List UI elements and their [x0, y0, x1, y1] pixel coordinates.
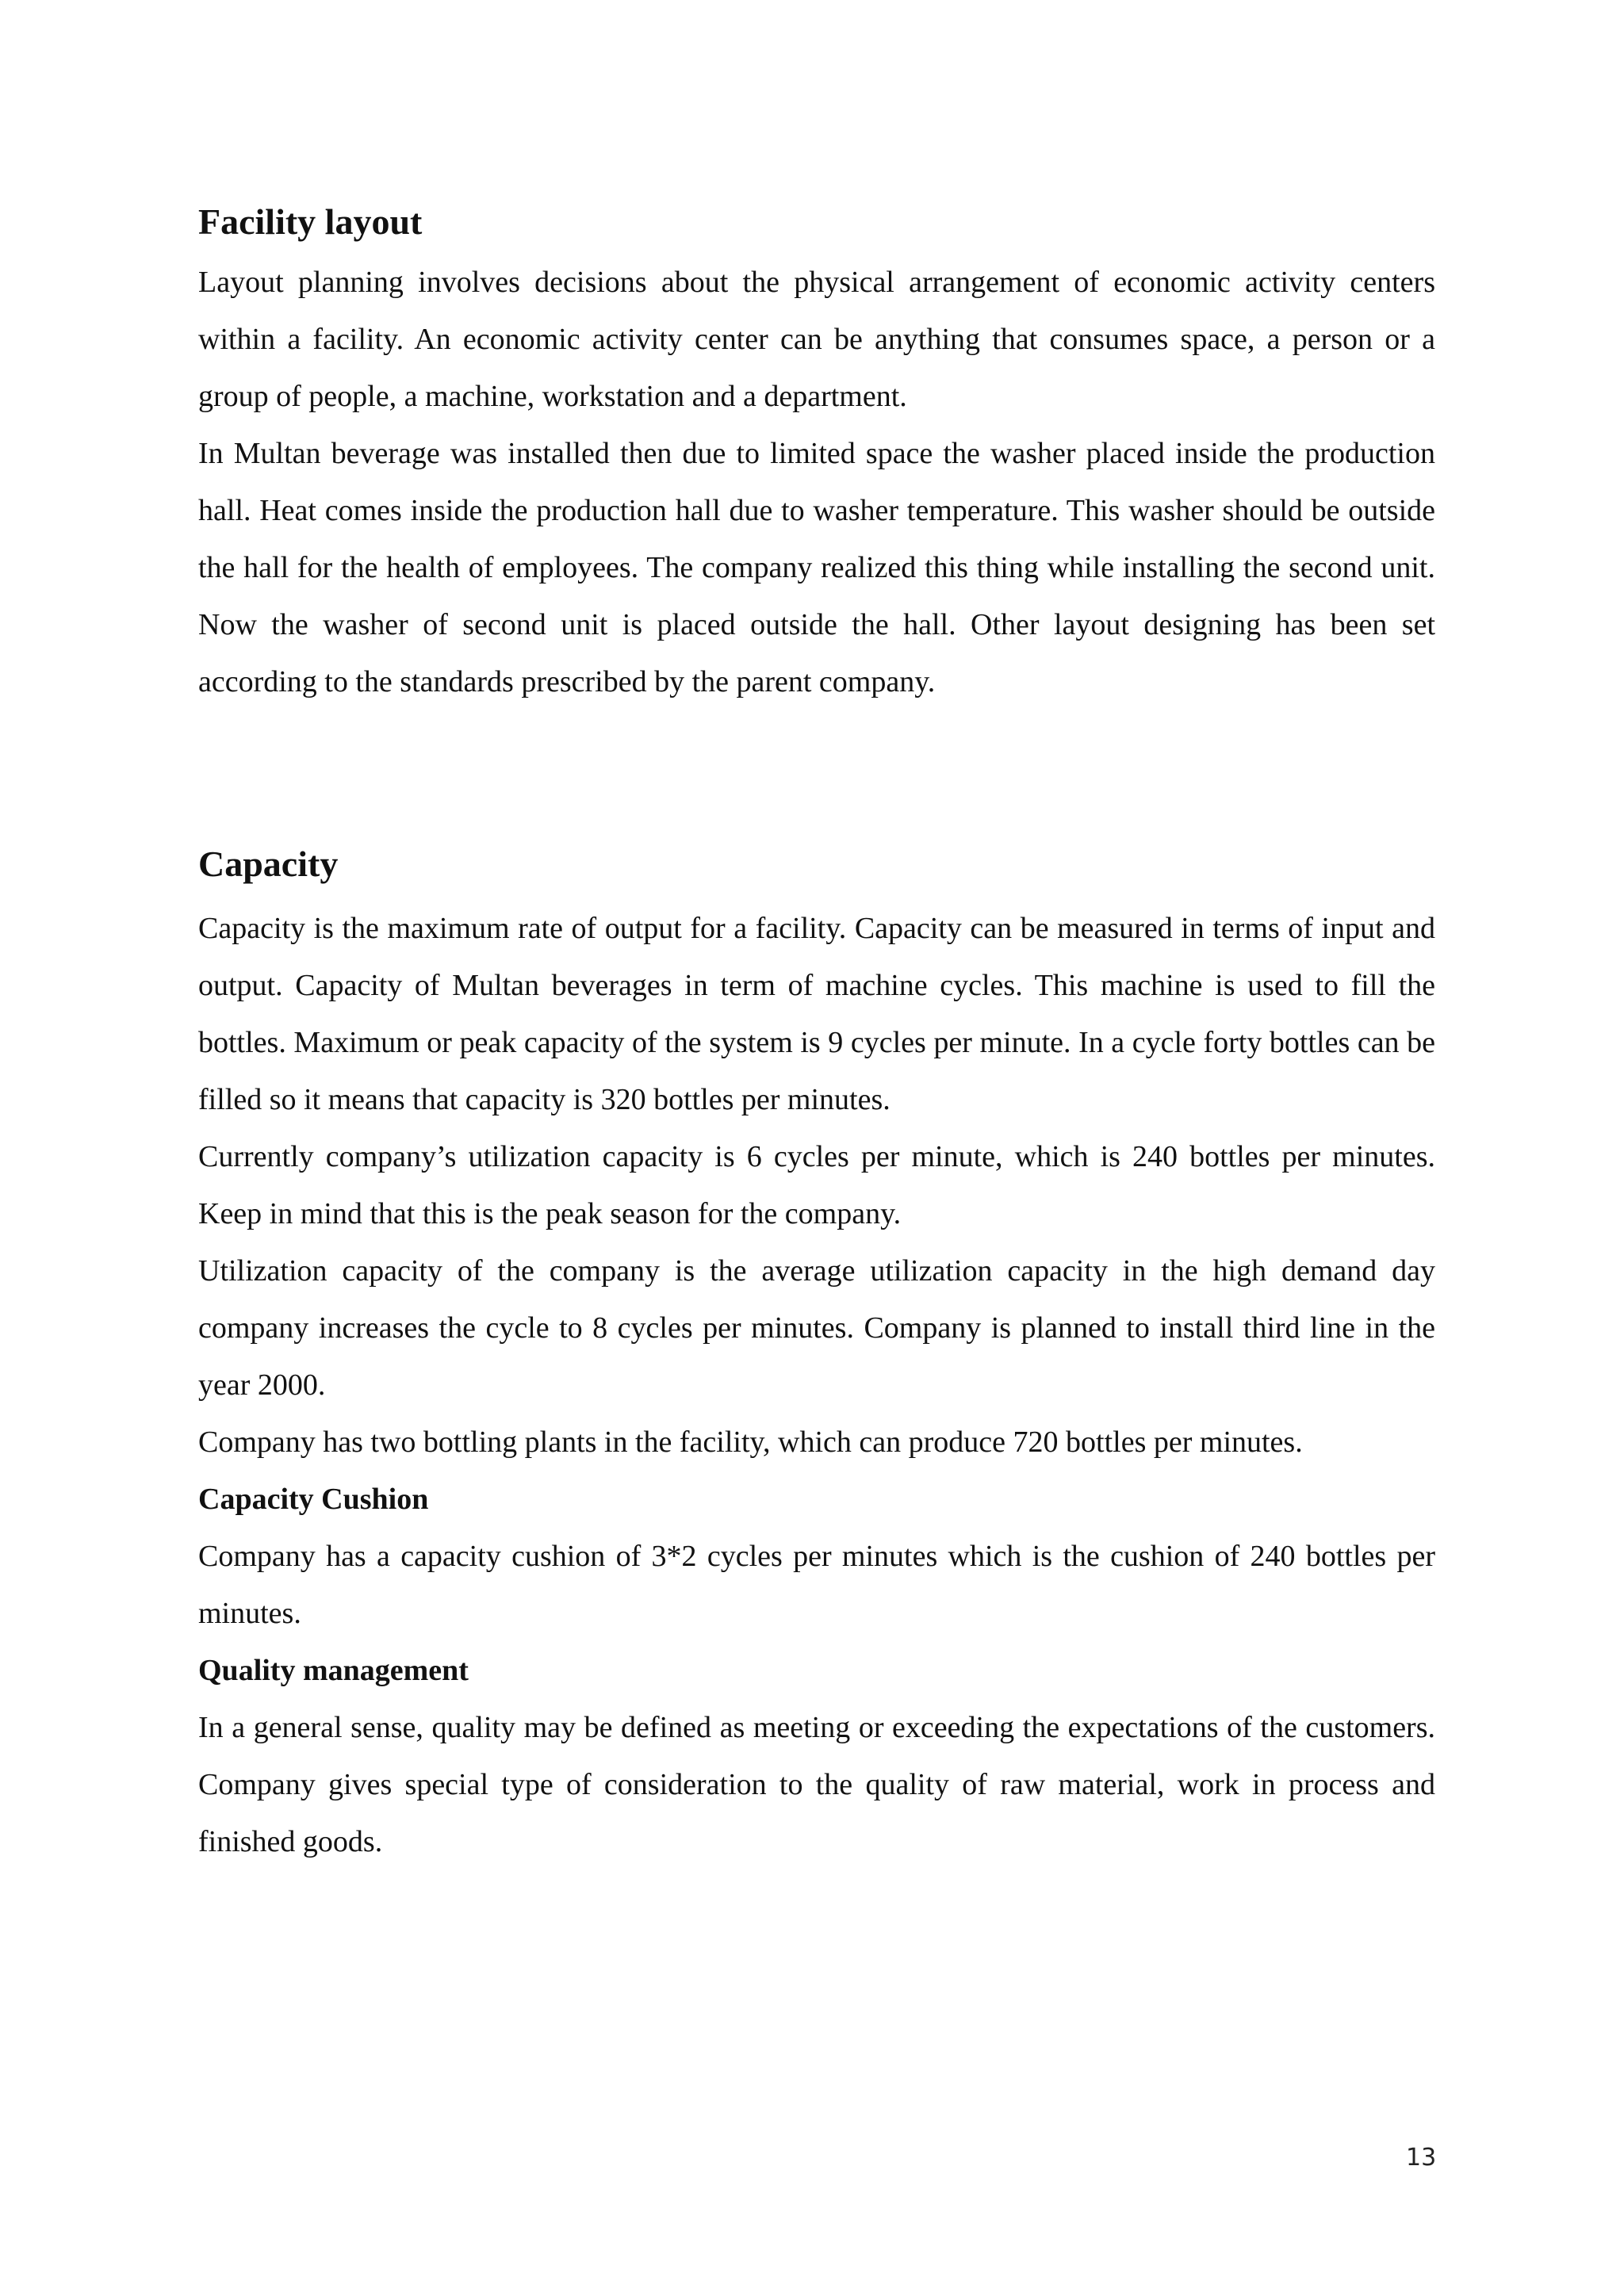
- paragraph-average-utilization: Utilization capacity of the company is the average utilization capacity in the high demand day company increases the cycle to 8 cycles per minutes. Company is planned to install third line in the year 2000.: [198, 1254, 1435, 1402]
- paragraph-utilization-capacity: Currently company’s utilization capacity is 6 cycles per minute, which is 240 bottles per minutes. Keep in mind that this is the peak season for the company.: [198, 1140, 1435, 1230]
- paragraph-capacity-cushion: Company has a capacity cushion of 3*2 cycles per minutes which is the cushion of 240 bottles per minutes.: [198, 1540, 1435, 1630]
- paragraph-bottling-plants: Company has two bottling plants in the facility, which can produce 720 bottles per minutes.: [198, 1425, 1303, 1459]
- paragraph-capacity-definition: Capacity is the maximum rate of output for a facility. Capacity can be measured in terms of input and output. Capacity of Multan beverages in term of machine cycles. This machine is used to fill the bottles. Maximum or peak capacity of the system is 9 cycles per minute. In a cycle forty bottles can be filled so it means that capacity is 320 bottles per minutes.: [198, 912, 1435, 1116]
- section-heading-quality-management: Quality management: [198, 1654, 469, 1687]
- page-number: 13: [1406, 2144, 1437, 2172]
- paragraph-layout-planning: Layout planning involves decisions about the physical arrangement of economic activity centers within a facility. An economic activity center can be anything that consumes space, a person or a group of people, a machine, workstation and a department.: [198, 266, 1435, 413]
- paragraph-multan-washer: In Multan beverage was installed then due to limited space the washer placed inside the production hall. Heat comes inside the production hall due to washer temperature. This washer should be outside the hall for the health of employees. The company realized this thing while installing the second unit. Now the washer of second unit is placed outside the hall. Other layout designing has been set according to the standards prescribed by the parent company.: [198, 437, 1435, 698]
- section-heading-capacity: Capacity: [198, 844, 339, 884]
- paragraph-quality-management: In a general sense, quality may be defined as meeting or exceeding the expectations of the customers. Company gives special type of consideration to the quality of raw material, work in process and finished goods.: [198, 1711, 1435, 1858]
- section-heading-facility-layout: Facility layout: [198, 201, 423, 242]
- section-heading-capacity-cushion: Capacity Cushion: [198, 1483, 429, 1516]
